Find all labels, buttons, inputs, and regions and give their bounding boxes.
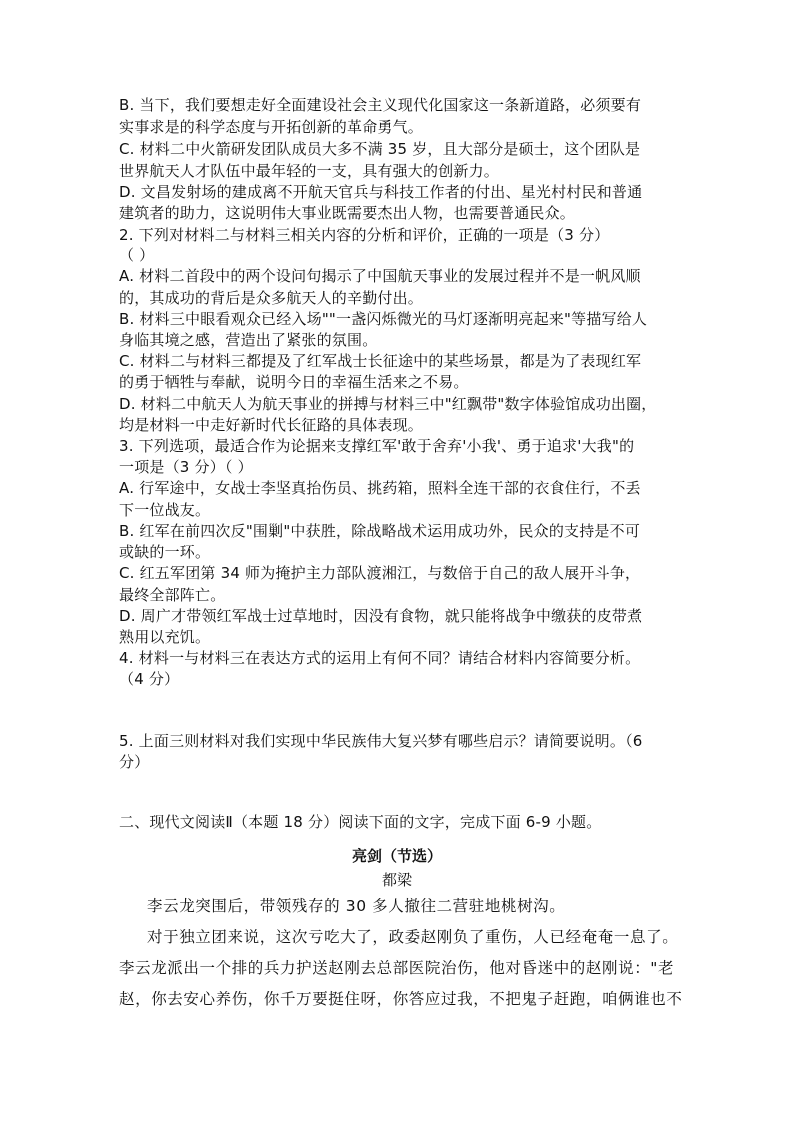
option-d: D. 材料二中航天人为航天事业的拼搏与材料三中"红飘带"数字体验馆成功出圈， <box>119 395 657 413</box>
text-line: 最终全部阵亡。 <box>119 586 226 604</box>
article-author: 都梁 <box>381 871 412 889</box>
option-c: C. 材料二与材料三都提及了红军战士长征途中的某些场景，都是为了表现红军 <box>119 352 642 370</box>
option-c: C. 红五军团第 34 师为掩护主力部队渡湘江，与数倍于自己的敌人展开斗争， <box>119 564 641 582</box>
option-d: D. 周广才带领红军战士过草地时，因没有食物，就只能将战争中缴获的皮带煮 <box>119 607 643 625</box>
text-line: B. 当下，我们要想走好全面建设社会主义现代化国家这一条新道路，必须要有 <box>119 96 642 114</box>
option-a: A. 行军途中，女战士李坚真抬伤员、挑药箱，照料全连干部的衣食住行，不丢 <box>119 479 641 497</box>
text-line: 的，其成功的背后是众多航天人的辛勤付出。 <box>119 289 424 307</box>
text-line: 一项是（3 分）（ ） <box>119 458 253 476</box>
text-line: 下一位战友。 <box>119 501 211 519</box>
question-2: 2. 下列对材料二与材料三相关内容的分析和评价，正确的一项是（3 分） <box>119 226 610 244</box>
option-b: B. 材料三中眼看观众已经入场""一盏闪烁微光的马灯逐渐明亮起来"等描写给人 <box>119 310 648 328</box>
text-line: 分） <box>119 753 150 771</box>
text-line: 熟用以充饥。 <box>119 628 211 646</box>
option-a: A. 材料二首段中的两个设问句揭示了中国航天事业的发展过程并不是一帆风顺 <box>119 267 641 285</box>
question-4: 4. 材料一与材料三在表达方式的运用上有何不同？请结合材料内容简要分析。 <box>119 649 641 667</box>
section-heading: 二、现代文阅读Ⅱ（本题 18 分）阅读下面的文字，完成下面 6-9 小题。 <box>119 813 602 831</box>
text-line: D. 文昌发射场的建成离不开航天官兵与科技工作者的付出、星光村村民和普通 <box>119 183 643 201</box>
question-5: 5. 上面三则材料对我们实现中华民族伟大复兴梦有哪些启示？请简要说明。（6 <box>119 732 643 750</box>
text-line: 实事求是的科学态度与开拓创新的革命勇气。 <box>119 118 424 136</box>
text-line: 身临其境之感，营造出了紧张的氛围。 <box>119 331 378 349</box>
text-line: 均是材料一中走好新时代长征路的具体表现。 <box>119 416 424 434</box>
article-title: 亮剑（节选） <box>351 847 442 865</box>
text-line: 世界航天人才队伍中最年轻的一支，具有强大的创新力。 <box>119 162 500 180</box>
question-3: 3. 下列选项，最适合作为论据来支撑红军'敢于舍弃'小我'、勇于追求'大我"的 <box>119 437 635 455</box>
text-line: 建筑者的助力，这说明伟大事业既需要杰出人物，也需要普通民众。 <box>119 204 576 222</box>
body-paragraph: 李云龙突围后，带领残存的 30 多人撤往二营驻地桃树沟。 <box>147 897 566 915</box>
body-paragraph: 对于独立团来说，这次亏吃大了，政委赵刚负了重伤，人已经奄奄一息了。 <box>147 928 679 946</box>
body-line: 李云龙派出一个排的兵力护送赵刚去总部医院治伤，他对昏迷中的赵刚说："老 <box>119 959 675 977</box>
text-line: C. 材料二中火箭研发团队成员大多不满 35 岁，且大部分是硕士，这个团队是 <box>119 140 641 158</box>
text-line: 或缺的一环。 <box>119 543 211 561</box>
text-line: 的勇于牺牲与奉献，说明今日的幸福生活来之不易。 <box>119 373 469 391</box>
body-line: 赵，你去安心养伤，你千万要挺住呀，你答应过我，不把鬼子赶跑，咱俩谁也不 <box>119 990 683 1008</box>
option-b: B. 红军在前四次反"围剿"中获胜，除战略战术运用成功外，民众的支持是不可 <box>119 522 641 540</box>
answer-blank: （ ） <box>119 246 155 264</box>
text-line: （4 分） <box>119 670 180 688</box>
